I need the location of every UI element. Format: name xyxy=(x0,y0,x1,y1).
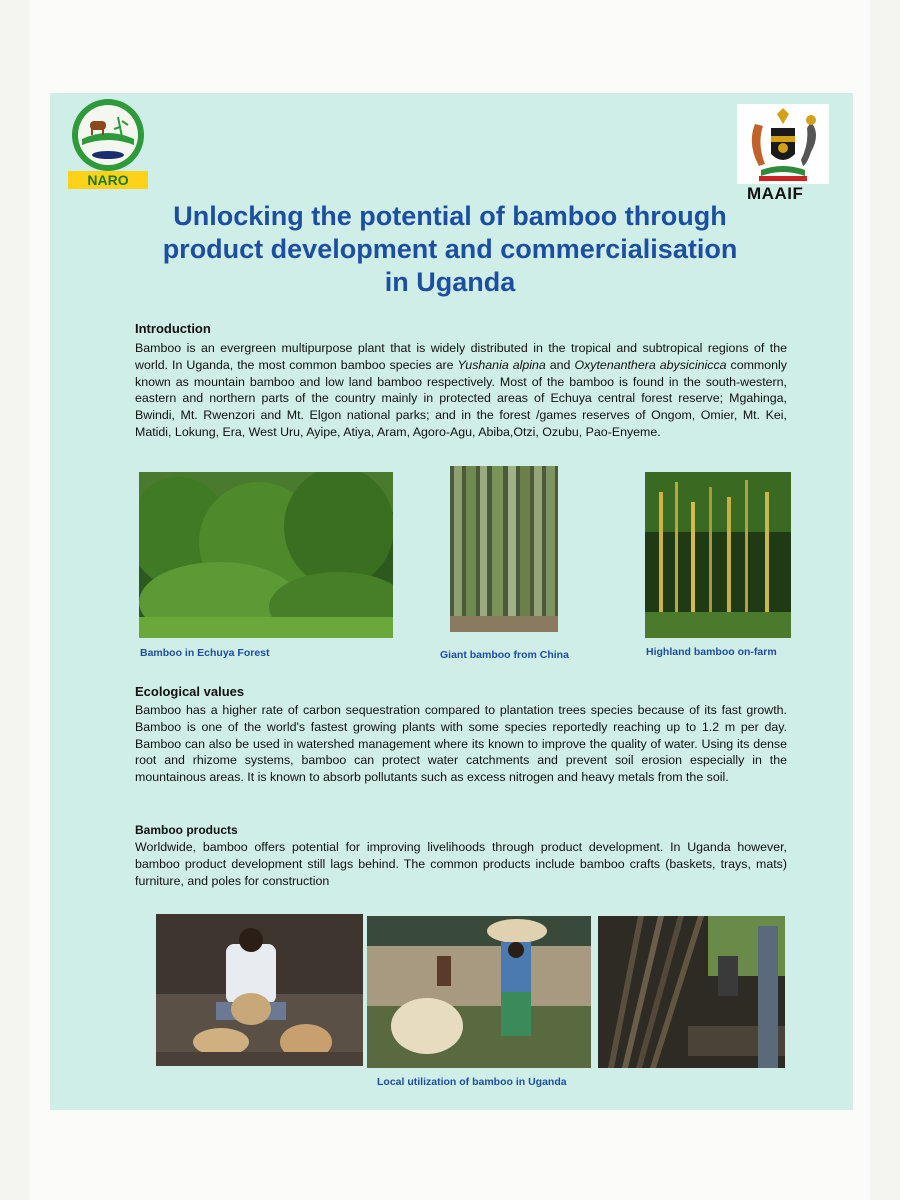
title-line-3: in Uganda xyxy=(384,267,516,297)
introduction-heading: Introduction xyxy=(135,321,211,336)
title-line-2: product development and commercialisation xyxy=(162,234,738,264)
poster-title xyxy=(130,200,770,299)
naro-logo xyxy=(68,97,148,189)
intro-text-end: commonly known as mountain bamboo and low land bamboo respectively. Most of the bamboo is found in the south-western, eastern and northern parts of the country mainly in protected areas of Echuya central forest reserve; Mgahinga, Bwindi, Mt. Rwenzori and Mt. Elgon national parks; and in the forest /games reserves of Ongom, Omier, Mt. Kei, Matidi, Lokung, Era, West Uru, Ayipe, Atiya, Aram, Agoro-Agu, Abiba,Otzi, Ozubu, Pao-Enyeme. xyxy=(135,357,787,439)
caption-local-utilization: Local utilization of bamboo in Uganda xyxy=(377,1076,567,1088)
photo-echuya-forest xyxy=(139,472,393,638)
ecological-paragraph: Bamboo has a higher rate of carbon sequestration compared to plantation trees species because of its fast growth. Bamboo is one of the world's fastest growing plants with some species reportedly reaching up to 1.2 m per day. Bamboo can also be used in watershed management where its known to improve the quality of water. Using its dense root and rhizome systems, bamboo can protect water catchments and prevent soil erosion especially in the mountainous areas. It is known to absorb pollutants such as excess nitrogen and heavy metals from the soil. xyxy=(135,703,787,785)
photo-basket-carrier xyxy=(367,916,591,1068)
intro-text-start: Bamboo is an evergreen multipurpose plant that is widely distributed in the tropical and subtropical regions of the world. In Uganda, the most common bamboo species are xyxy=(135,341,787,372)
caption-echuya-forest: Bamboo in Echuya Forest xyxy=(140,647,270,659)
photo-bamboo-poles xyxy=(598,916,785,1068)
species-yushania: Yushania alpina xyxy=(457,357,546,372)
title-line-1: Unlocking the potential of bamboo through xyxy=(173,201,727,231)
maaif-coat-of-arms-logo xyxy=(737,104,829,184)
maaif-label: MAAIF xyxy=(747,184,804,203)
photo-highland-bamboo xyxy=(645,472,791,638)
photo-giant-bamboo xyxy=(450,466,558,632)
products-paragraph: Worldwide, bamboo offers potential for improving livelihoods through product development. In Uganda however, bamboo product development still lags behind. The common products include bamboo crafts (baskets, trays, mats) furniture, and poles for construction xyxy=(135,840,787,888)
species-oxytenanthera: Oxytenanthera abysicinicca xyxy=(574,357,727,372)
caption-highland-bamboo: Highland bamboo on-farm xyxy=(646,646,777,658)
products-heading: Bamboo products xyxy=(135,823,238,837)
introduction-paragraph xyxy=(135,340,787,441)
caption-giant-bamboo: Giant bamboo from China xyxy=(440,649,569,661)
naro-logo-text: NARO xyxy=(87,172,129,188)
photo-basket-weaving xyxy=(156,914,363,1066)
ecological-heading: Ecological values xyxy=(135,684,245,699)
intro-text-and: and xyxy=(545,357,575,372)
